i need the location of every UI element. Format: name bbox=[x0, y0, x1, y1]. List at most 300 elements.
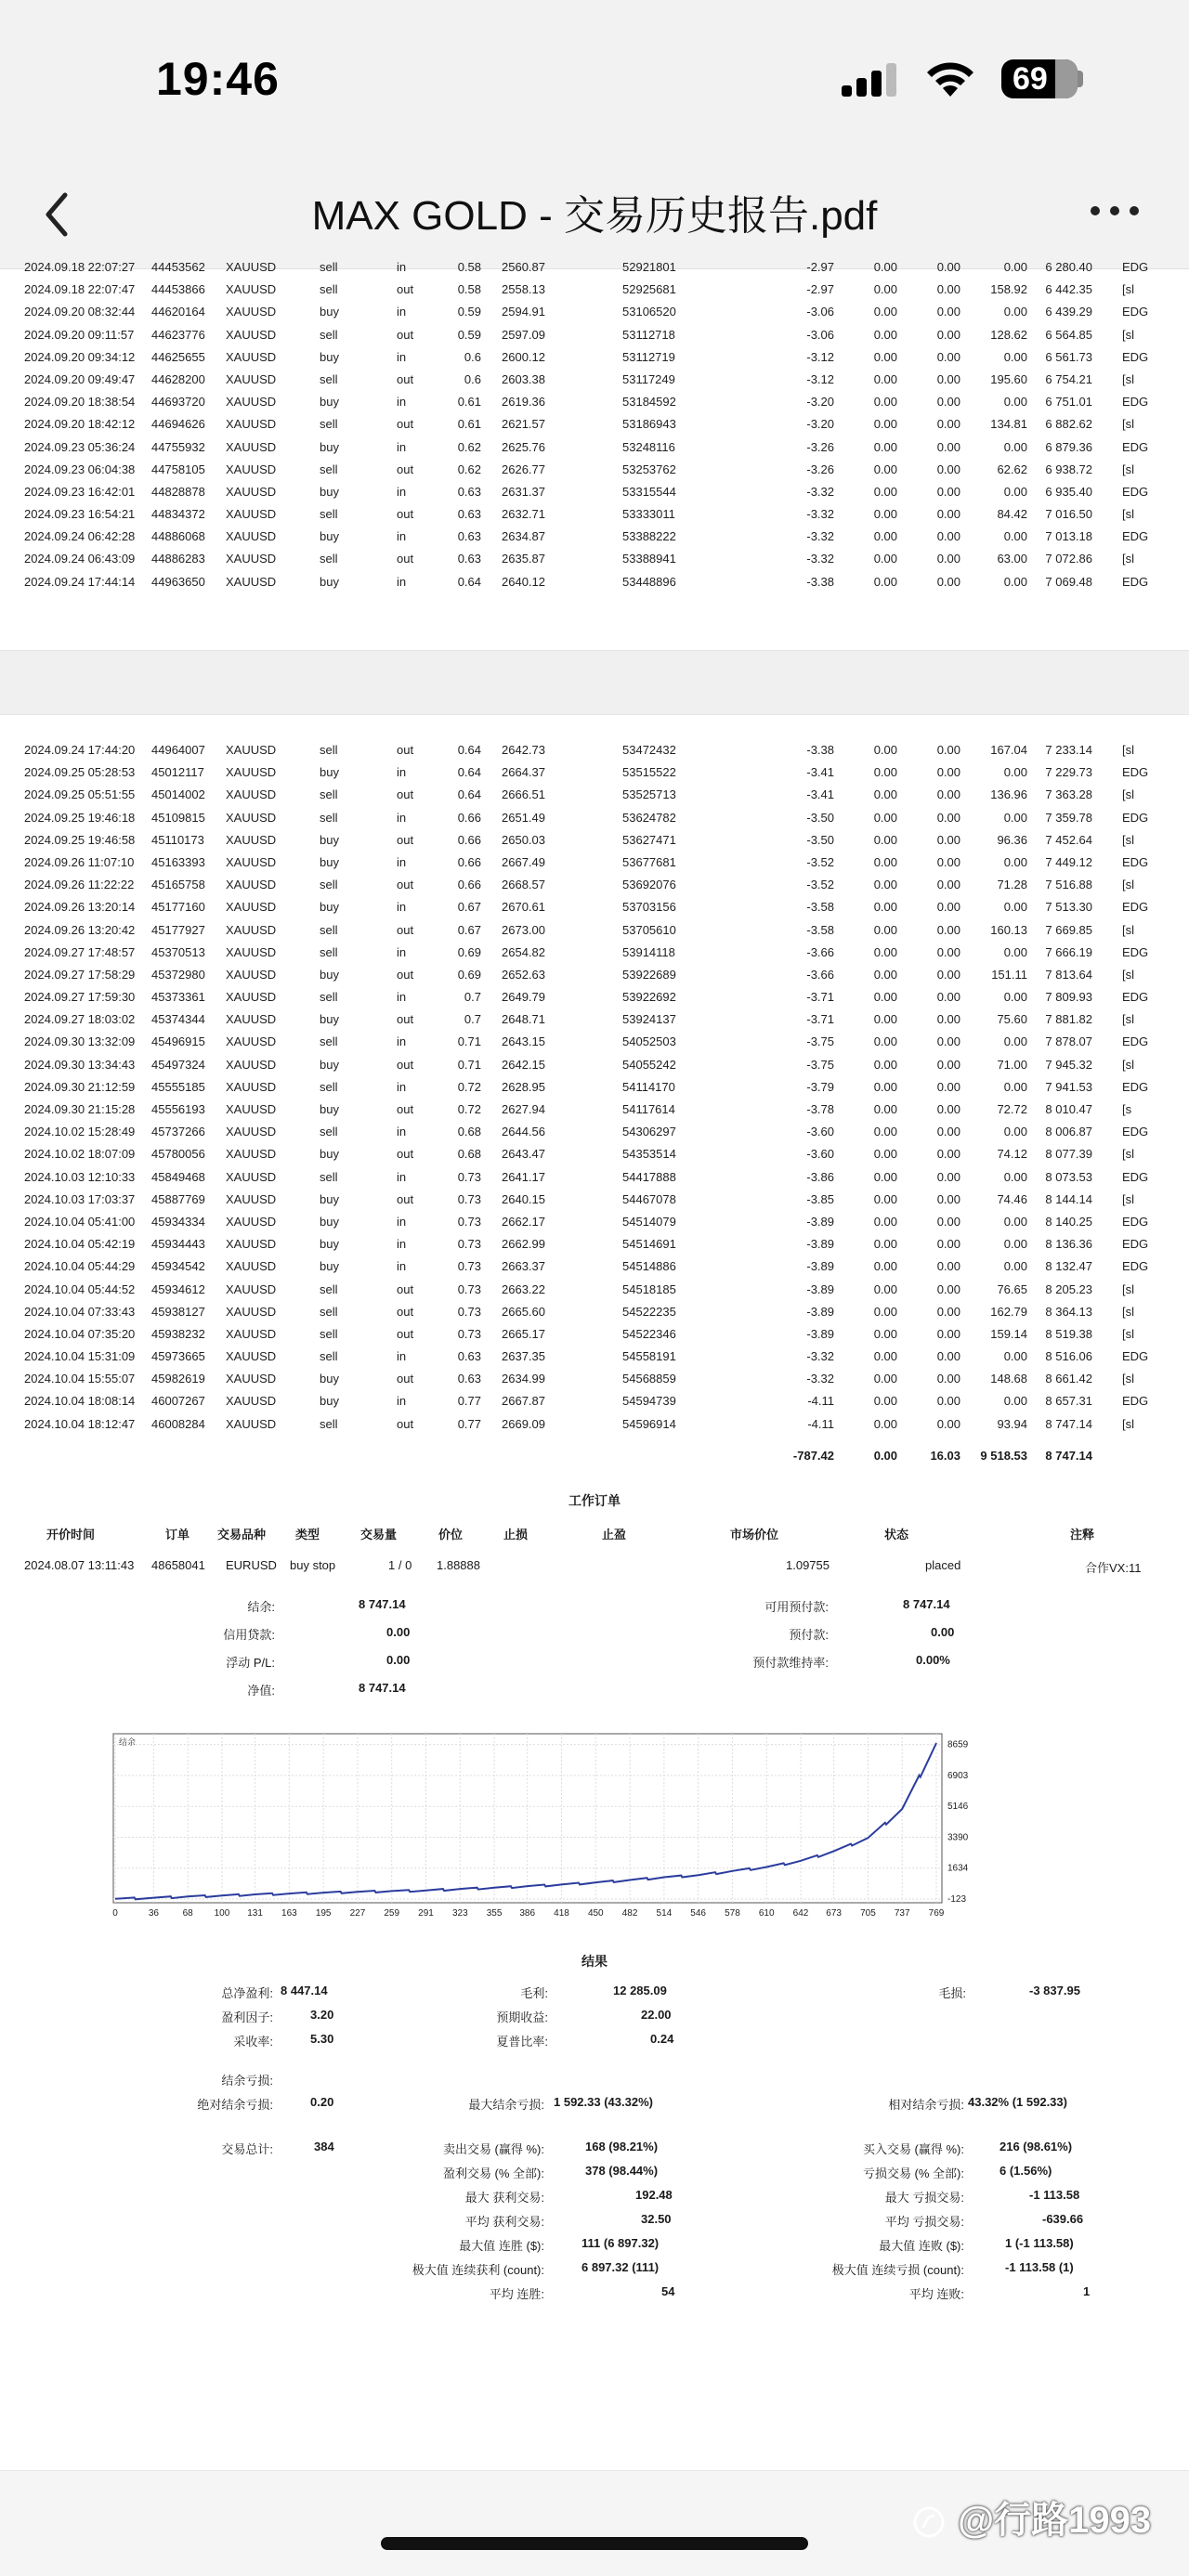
deal-direction: out bbox=[397, 787, 414, 802]
deal-balance: 8 661.42 bbox=[1045, 1372, 1092, 1386]
deal-direction: in bbox=[397, 395, 407, 410]
deal-order: 44625655 bbox=[151, 349, 205, 364]
deal-swap: 0.00 bbox=[936, 1416, 960, 1431]
deal-volume: 0.73 bbox=[457, 1304, 481, 1319]
deal-time: 2024.09.23 16:42:01 bbox=[24, 484, 136, 499]
order-comment: 合作VX:11 bbox=[1085, 1561, 1142, 1575]
deal-time: 2024.09.26 11:07:10 bbox=[24, 854, 135, 869]
deal-row bbox=[0, 571, 1189, 593]
wifi-icon bbox=[923, 58, 977, 98]
deal-profit: 0.00 bbox=[1003, 395, 1027, 410]
recovery-value: 5.30 bbox=[310, 2032, 334, 2046]
deal-symbol: XAUUSD bbox=[226, 765, 277, 780]
deal-direction: in bbox=[397, 1034, 407, 1049]
long-trades-label: 买入交易 (赢得 %): bbox=[862, 2142, 964, 2156]
deal-time: 2024.09.20 18:38:54 bbox=[24, 395, 136, 410]
profit-trades-value: 378 (98.44%) bbox=[585, 2164, 659, 2178]
deal-direction: out bbox=[397, 1191, 414, 1206]
deal-volume: 0.77 bbox=[457, 1394, 481, 1409]
max-loss-seq-value: -1 113.58 (1) bbox=[1005, 2260, 1074, 2274]
deal-symbol: XAUUSD bbox=[226, 1394, 277, 1409]
deal-order: 45780056 bbox=[151, 1147, 205, 1162]
largest-loss-value: -1 113.58 bbox=[1029, 2188, 1080, 2202]
deal-comment: [sl bbox=[1122, 832, 1134, 847]
chart-x-tick-label: 195 bbox=[315, 1908, 332, 1919]
deal-type: sell bbox=[320, 260, 338, 274]
deal-profit: 0.00 bbox=[1003, 1125, 1027, 1139]
deal-balance: 7 669.85 bbox=[1045, 922, 1092, 937]
deal-order: 45109815 bbox=[151, 810, 205, 825]
deal-price: 2643.47 bbox=[502, 1147, 545, 1162]
deal-id: 54467078 bbox=[622, 1191, 676, 1206]
deal-row bbox=[0, 1413, 1189, 1436]
deal-fee: 0.00 bbox=[873, 787, 897, 802]
deal-row bbox=[0, 1166, 1189, 1189]
deal-id: 53248116 bbox=[622, 439, 675, 454]
deal-commission: -3.32 bbox=[806, 552, 834, 566]
deal-time: 2024.09.20 09:11:57 bbox=[24, 327, 135, 342]
deal-volume: 0.73 bbox=[457, 1259, 481, 1274]
deal-commission: -3.50 bbox=[806, 810, 834, 825]
deal-comment: EDG bbox=[1122, 810, 1149, 825]
deal-commission: -3.58 bbox=[806, 900, 834, 915]
deal-id: 53914118 bbox=[622, 944, 675, 959]
watermark-logo-icon bbox=[910, 2504, 947, 2541]
deal-volume: 0.63 bbox=[457, 552, 481, 566]
deal-balance: 8 010.47 bbox=[1045, 1102, 1092, 1116]
deal-swap: 0.00 bbox=[936, 832, 960, 847]
deal-direction: in bbox=[397, 765, 407, 780]
deal-id: 53253762 bbox=[622, 462, 676, 476]
deal-swap: 0.00 bbox=[936, 1349, 960, 1364]
deal-id: 54306297 bbox=[622, 1125, 676, 1139]
deal-symbol: XAUUSD bbox=[226, 1259, 277, 1274]
deal-swap: 0.00 bbox=[936, 552, 960, 566]
deal-type: sell bbox=[320, 417, 338, 432]
profit-trades-label: 盈利交易 (% 全部): bbox=[442, 2166, 544, 2180]
deal-comment: [sl bbox=[1122, 1012, 1134, 1027]
chart-x-tick-label: 0 bbox=[112, 1908, 118, 1919]
deal-order: 45737266 bbox=[151, 1125, 205, 1139]
deal-symbol: XAUUSD bbox=[226, 743, 277, 757]
deal-symbol: XAUUSD bbox=[226, 900, 277, 915]
deal-comment: [sl bbox=[1122, 1281, 1134, 1296]
deal-fee: 0.00 bbox=[873, 529, 897, 544]
deal-commission: -3.89 bbox=[806, 1281, 834, 1296]
abs-drawdown-value: 0.20 bbox=[310, 2095, 334, 2109]
deal-price: 2603.38 bbox=[502, 371, 545, 386]
deal-balance: 8 364.13 bbox=[1045, 1304, 1092, 1319]
deal-volume: 0.61 bbox=[457, 417, 481, 432]
deal-price: 2626.77 bbox=[502, 462, 545, 476]
margin-label: 预付款: bbox=[789, 1628, 829, 1642]
deal-volume: 0.67 bbox=[457, 900, 481, 915]
deal-swap: 0.00 bbox=[936, 944, 960, 959]
deal-price: 2640.12 bbox=[502, 574, 545, 589]
deal-order: 45372980 bbox=[151, 967, 205, 982]
deal-comment: [sl bbox=[1122, 462, 1134, 476]
deal-direction: out bbox=[397, 1416, 414, 1431]
deal-symbol: XAUUSD bbox=[226, 810, 277, 825]
deal-swap: 0.00 bbox=[936, 260, 960, 274]
deal-symbol: XAUUSD bbox=[226, 305, 277, 319]
deal-price: 2652.63 bbox=[502, 967, 545, 982]
battery-icon bbox=[1001, 59, 1078, 98]
deal-type: buy bbox=[320, 484, 339, 499]
deal-order: 44834372 bbox=[151, 507, 205, 522]
deal-fee: 0.00 bbox=[873, 967, 897, 982]
deal-order: 44620164 bbox=[151, 305, 205, 319]
deal-time: 2024.09.30 13:34:43 bbox=[24, 1057, 136, 1072]
deal-balance: 7 359.78 bbox=[1045, 810, 1092, 825]
deal-price: 2662.17 bbox=[502, 1214, 545, 1229]
deal-id: 53677681 bbox=[622, 854, 676, 869]
deal-order: 45934443 bbox=[151, 1237, 205, 1252]
chart-x-tick-label: 578 bbox=[725, 1908, 740, 1919]
deal-order: 44963650 bbox=[151, 574, 205, 589]
margin-value: 0.00 bbox=[931, 1625, 955, 1639]
deal-comment: [sl bbox=[1122, 878, 1134, 892]
deal-volume: 0.72 bbox=[457, 1079, 481, 1094]
deal-order: 45014002 bbox=[151, 787, 205, 802]
chart-x-tick-label: 418 bbox=[554, 1908, 569, 1919]
deal-symbol: XAUUSD bbox=[226, 1057, 277, 1072]
deal-order: 45934612 bbox=[151, 1281, 205, 1296]
deal-symbol: XAUUSD bbox=[226, 922, 277, 937]
chart-y-tick-label: 3390 bbox=[947, 1832, 969, 1843]
deal-order: 44693720 bbox=[151, 395, 205, 410]
deal-symbol: XAUUSD bbox=[226, 1125, 277, 1139]
deal-comment: [sl bbox=[1122, 417, 1134, 432]
deal-profit: 0.00 bbox=[1003, 1394, 1027, 1409]
col-sl: 止损 bbox=[503, 1528, 529, 1542]
deal-commission: -3.89 bbox=[806, 1259, 834, 1274]
deal-id: 53184592 bbox=[622, 395, 676, 410]
deal-order: 44886283 bbox=[151, 552, 205, 566]
deal-order: 45373361 bbox=[151, 990, 205, 1005]
deal-balance: 8 519.38 bbox=[1045, 1326, 1092, 1341]
long-trades-value: 216 (98.61%) bbox=[1000, 2140, 1073, 2153]
deal-volume: 0.66 bbox=[457, 832, 481, 847]
deal-direction: out bbox=[397, 1372, 414, 1386]
deal-balance: 7 363.28 bbox=[1045, 787, 1092, 802]
deal-comment: [sl bbox=[1122, 967, 1134, 982]
home-indicator[interactable] bbox=[381, 2537, 808, 2550]
deal-order: 46007267 bbox=[151, 1394, 205, 1409]
deal-comment: [sl bbox=[1122, 922, 1134, 937]
avg-profit-label: 平均 获利交易: bbox=[464, 2215, 544, 2229]
chart-x-tick-label: 673 bbox=[826, 1908, 842, 1919]
deal-fee: 0.00 bbox=[873, 395, 897, 410]
deal-volume: 0.59 bbox=[457, 327, 481, 342]
deal-time: 2024.10.04 05:44:29 bbox=[24, 1259, 136, 1274]
deal-fee: 0.00 bbox=[873, 944, 897, 959]
deal-balance: 7 809.93 bbox=[1045, 990, 1092, 1005]
deal-type: buy bbox=[320, 439, 339, 454]
deal-balance: 7 516.88 bbox=[1045, 878, 1092, 892]
deal-id: 53186943 bbox=[622, 417, 676, 432]
deal-price: 2642.15 bbox=[502, 1057, 545, 1072]
deal-balance: 8 747.14 bbox=[1045, 1416, 1092, 1431]
deal-type: sell bbox=[320, 1125, 338, 1139]
deal-price: 2631.37 bbox=[502, 484, 545, 499]
deal-profit: 84.42 bbox=[997, 507, 1027, 522]
chart-x-tick-label: 546 bbox=[690, 1908, 706, 1919]
deal-swap: 0.00 bbox=[936, 574, 960, 589]
deal-comment: [sl bbox=[1122, 1191, 1134, 1206]
gross-loss-label: 毛损: bbox=[938, 1986, 966, 2000]
deal-price: 2662.99 bbox=[502, 1237, 545, 1252]
deal-price: 2635.87 bbox=[502, 552, 545, 566]
deal-swap: 0.00 bbox=[936, 1326, 960, 1341]
largest-profit-value: 192.48 bbox=[635, 2188, 673, 2202]
deal-volume: 0.69 bbox=[457, 944, 481, 959]
order-symbol: EURUSD bbox=[226, 1558, 277, 1572]
deal-fee: 0.00 bbox=[873, 1191, 897, 1206]
deal-fee: 0.00 bbox=[873, 854, 897, 869]
deal-fee: 0.00 bbox=[873, 1304, 897, 1319]
deal-profit: 0.00 bbox=[1003, 484, 1027, 499]
deal-direction: out bbox=[397, 967, 414, 982]
deal-volume: 0.73 bbox=[457, 1191, 481, 1206]
deal-fee: 0.00 bbox=[873, 1372, 897, 1386]
deal-time: 2024.09.25 05:51:55 bbox=[24, 787, 136, 802]
deal-profit: 148.68 bbox=[990, 1372, 1027, 1386]
deal-fee: 0.00 bbox=[873, 462, 897, 476]
deal-time: 2024.09.24 06:43:09 bbox=[24, 552, 136, 566]
deal-row bbox=[0, 459, 1189, 481]
deal-fee: 0.00 bbox=[873, 260, 897, 274]
deal-swap: 0.00 bbox=[936, 743, 960, 757]
deal-volume: 0.64 bbox=[457, 743, 481, 757]
deal-comment: [sl bbox=[1122, 1057, 1134, 1072]
deal-swap: 0.00 bbox=[936, 1237, 960, 1252]
deal-symbol: XAUUSD bbox=[226, 439, 277, 454]
col-type: 类型 bbox=[295, 1528, 320, 1542]
net-profit-value: 8 447.14 bbox=[281, 1984, 328, 1997]
deal-time: 2024.09.20 09:49:47 bbox=[24, 371, 136, 386]
deal-time: 2024.10.04 07:33:43 bbox=[24, 1304, 136, 1319]
deal-price: 2640.15 bbox=[502, 1191, 545, 1206]
deal-id: 52921801 bbox=[622, 260, 676, 274]
avg-wins-value: 54 bbox=[661, 2284, 675, 2298]
deal-order: 45497324 bbox=[151, 1057, 205, 1072]
deal-fee: 0.00 bbox=[873, 552, 897, 566]
net-profit-label: 总净盈利: bbox=[221, 1986, 273, 2000]
deal-row bbox=[0, 279, 1189, 301]
order-market-price: 1.09755 bbox=[786, 1558, 830, 1572]
deal-order: 45973665 bbox=[151, 1349, 205, 1364]
deal-balance: 6 280.40 bbox=[1045, 260, 1092, 274]
deal-id: 53924137 bbox=[622, 1012, 676, 1027]
deal-volume: 0.66 bbox=[457, 878, 481, 892]
max-loss-seq-label: 极大值 连续亏损 (count): bbox=[831, 2263, 964, 2277]
deal-profit: 0.00 bbox=[1003, 990, 1027, 1005]
deal-order: 45012117 bbox=[151, 765, 204, 780]
deal-comment: EDG bbox=[1122, 1259, 1149, 1274]
deal-price: 2651.49 bbox=[502, 810, 545, 825]
deals-table-page2 bbox=[0, 739, 1189, 1436]
deal-comment: EDG bbox=[1122, 439, 1149, 454]
deal-comment: EDG bbox=[1122, 349, 1149, 364]
deal-profit: 167.04 bbox=[990, 743, 1027, 757]
deal-time: 2024.10.02 18:07:09 bbox=[24, 1147, 136, 1162]
deal-balance: 7 013.18 bbox=[1045, 529, 1092, 544]
chart-x-tick-label: 163 bbox=[281, 1908, 297, 1919]
deal-order: 45887769 bbox=[151, 1191, 205, 1206]
deal-row bbox=[0, 761, 1189, 784]
deal-type: buy bbox=[320, 1237, 339, 1252]
pdf-page-2 bbox=[0, 715, 1189, 2470]
deal-swap: 0.00 bbox=[936, 1012, 960, 1027]
deal-id: 53112718 bbox=[622, 327, 675, 342]
deal-fee: 0.00 bbox=[873, 990, 897, 1005]
deal-direction: out bbox=[397, 1102, 414, 1116]
deal-order: 45374344 bbox=[151, 1012, 205, 1027]
deal-price: 2649.79 bbox=[502, 990, 545, 1005]
deal-price: 2663.22 bbox=[502, 1281, 545, 1296]
chart-x-tick-label: 131 bbox=[247, 1908, 263, 1919]
deal-swap: 0.00 bbox=[936, 765, 960, 780]
deal-row bbox=[0, 391, 1189, 413]
deal-volume: 0.58 bbox=[457, 282, 481, 297]
chart-y-tick-label: 8659 bbox=[947, 1739, 969, 1750]
deal-fee: 0.00 bbox=[873, 439, 897, 454]
deal-swap: 0.00 bbox=[936, 1057, 960, 1072]
deal-type: buy bbox=[320, 1102, 339, 1116]
chart-x-tick-label: 514 bbox=[656, 1908, 673, 1919]
deal-swap: 0.00 bbox=[936, 1259, 960, 1274]
deal-id: 53315544 bbox=[622, 484, 676, 499]
deal-volume: 0.63 bbox=[457, 1349, 481, 1364]
deal-profit: 71.00 bbox=[997, 1057, 1027, 1072]
chart-y-tick-label: -123 bbox=[947, 1894, 967, 1905]
deal-comment: EDG bbox=[1122, 765, 1149, 780]
chart-x-tick-label: 100 bbox=[214, 1908, 230, 1919]
deal-commission: -2.97 bbox=[806, 282, 834, 297]
deal-commission: -3.71 bbox=[806, 1012, 834, 1027]
max-drawdown-label: 最大结余亏损: bbox=[468, 2098, 544, 2112]
deal-balance: 7 513.30 bbox=[1045, 900, 1092, 915]
credit-label: 信用贷款: bbox=[223, 1628, 275, 1642]
deal-row bbox=[0, 1390, 1189, 1412]
deal-balance: 8 136.36 bbox=[1045, 1237, 1092, 1252]
deal-type: buy bbox=[320, 1214, 339, 1229]
account-summary bbox=[0, 1597, 1189, 1709]
short-trades-value: 168 (98.21%) bbox=[585, 2140, 659, 2153]
more-options-button[interactable] bbox=[1087, 195, 1143, 223]
col-state: 状态 bbox=[884, 1528, 909, 1542]
deal-direction: out bbox=[397, 417, 414, 432]
chart-x-tick-label: 291 bbox=[418, 1908, 434, 1919]
deal-row bbox=[0, 1301, 1189, 1323]
deal-comment: [sl bbox=[1122, 371, 1134, 386]
deal-balance: 6 439.29 bbox=[1045, 305, 1092, 319]
avg-losses-label: 平均 连败: bbox=[908, 2287, 964, 2301]
deal-balance: 6 935.40 bbox=[1045, 484, 1092, 499]
deal-id: 54052503 bbox=[622, 1034, 676, 1049]
deal-price: 2634.99 bbox=[502, 1372, 545, 1386]
deal-balance: 7 449.12 bbox=[1045, 854, 1092, 869]
deal-time: 2024.10.04 05:42:19 bbox=[24, 1237, 136, 1252]
deal-price: 2637.35 bbox=[502, 1349, 545, 1364]
results-section bbox=[0, 1961, 1189, 2314]
deal-swap: 0.00 bbox=[936, 507, 960, 522]
deal-volume: 0.6 bbox=[464, 349, 481, 364]
deal-volume: 0.6 bbox=[464, 371, 481, 386]
chart-x-tick-label: 259 bbox=[384, 1908, 400, 1919]
deal-commission: -3.32 bbox=[806, 484, 834, 499]
deal-fee: 0.00 bbox=[873, 1326, 897, 1341]
deal-symbol: XAUUSD bbox=[226, 1214, 277, 1229]
deal-order: 45934542 bbox=[151, 1259, 205, 1274]
deal-balance: 7 452.64 bbox=[1045, 832, 1092, 847]
deal-profit: 128.62 bbox=[990, 327, 1027, 342]
deal-comment: [sl bbox=[1122, 743, 1134, 757]
deal-balance: 7 072.86 bbox=[1045, 552, 1092, 566]
deal-commission: -3.32 bbox=[806, 507, 834, 522]
margin-level-label: 预付款维持率: bbox=[752, 1656, 829, 1670]
deal-id: 53388222 bbox=[622, 529, 676, 544]
deal-commission: -3.12 bbox=[806, 349, 834, 364]
deal-row bbox=[0, 1368, 1189, 1390]
deal-order: 45849468 bbox=[151, 1169, 205, 1184]
chart-x-tick-label: 386 bbox=[519, 1908, 536, 1919]
deal-swap: 0.00 bbox=[936, 878, 960, 892]
deal-time: 2024.09.25 19:46:18 bbox=[24, 810, 136, 825]
deal-type: buy bbox=[320, 900, 339, 915]
deal-row bbox=[0, 896, 1189, 918]
deal-row bbox=[0, 548, 1189, 570]
deal-order: 44694626 bbox=[151, 417, 205, 432]
deal-type: buy bbox=[320, 395, 339, 410]
deal-profit: 0.00 bbox=[1003, 349, 1027, 364]
deal-id: 53525713 bbox=[622, 787, 676, 802]
deal-id: 54117614 bbox=[622, 1102, 675, 1116]
deal-fee: 0.00 bbox=[873, 1102, 897, 1116]
deal-id: 53703156 bbox=[622, 900, 676, 915]
deal-comment: EDG bbox=[1122, 260, 1149, 274]
deal-profit: 75.60 bbox=[997, 1012, 1027, 1027]
deal-direction: out bbox=[397, 371, 414, 386]
deal-row bbox=[0, 1189, 1189, 1211]
deal-profit: 0.00 bbox=[1003, 529, 1027, 544]
deal-comment: EDG bbox=[1122, 1237, 1149, 1252]
deal-comment: [sl bbox=[1122, 1326, 1134, 1341]
deal-row bbox=[0, 1076, 1189, 1099]
deal-type: buy bbox=[320, 529, 339, 544]
deal-order: 44623776 bbox=[151, 327, 205, 342]
deal-time: 2024.09.23 05:36:24 bbox=[24, 439, 136, 454]
deal-swap: 0.00 bbox=[936, 417, 960, 432]
total-swap: 16.03 bbox=[930, 1449, 960, 1463]
deal-swap: 0.00 bbox=[936, 1214, 960, 1229]
deal-symbol: XAUUSD bbox=[226, 967, 277, 982]
deal-order: 46008284 bbox=[151, 1416, 205, 1431]
max-wins-value: 111 (6 897.32) bbox=[581, 2236, 660, 2250]
total-trades-value: 384 bbox=[314, 2140, 334, 2153]
avg-wins-label: 平均 连胜: bbox=[489, 2287, 544, 2301]
total-balance: 8 747.14 bbox=[1045, 1449, 1092, 1463]
deal-volume: 0.7 bbox=[464, 990, 481, 1005]
balance-drawdown-label: 结余亏损: bbox=[221, 2074, 273, 2088]
deal-swap: 0.00 bbox=[936, 1191, 960, 1206]
deal-time: 2024.09.27 17:59:30 bbox=[24, 990, 136, 1005]
deal-direction: in bbox=[397, 349, 407, 364]
deal-price: 2627.94 bbox=[502, 1102, 545, 1116]
deal-order: 44964007 bbox=[151, 743, 205, 757]
col-market-price: 市场价位 bbox=[730, 1528, 779, 1542]
